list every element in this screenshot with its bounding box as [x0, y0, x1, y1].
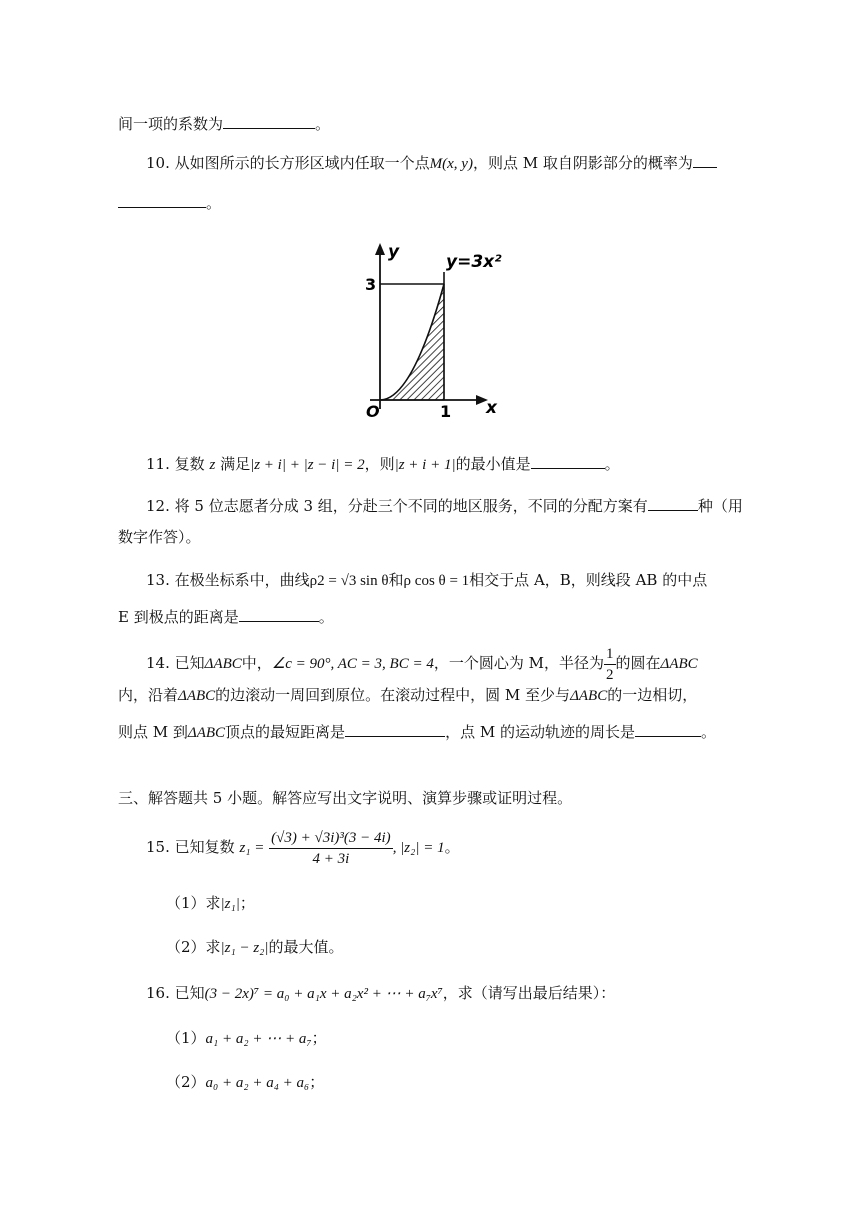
q11-text-b: 满足	[220, 455, 251, 473]
q13-curve2: ρ cos θ = 1	[403, 573, 470, 589]
q14-line3	[118, 721, 716, 743]
q11-end: 。	[604, 455, 620, 473]
q14-line2-a: 内，沿着	[118, 686, 179, 704]
q16-equation: (3 − 2x)⁷ = a₀ + a₁x + a₂x² + ⋯ + a₇x⁷	[204, 986, 443, 1002]
q11-text-a: 复数	[174, 455, 205, 473]
q13-text-d: E 到极点的距离是	[118, 608, 239, 626]
q16-text-a: 已知	[174, 984, 205, 1002]
q12-text-b: 种（用	[697, 497, 743, 515]
question-number: 16.	[146, 984, 170, 1002]
q15-part2-label: （2）求	[166, 938, 221, 956]
question-number: 11.	[146, 455, 170, 473]
section-heading	[118, 788, 572, 808]
question-number: 15.	[146, 838, 170, 856]
q9-tail-text: 间一项的系数为	[118, 115, 224, 133]
q16-line	[146, 983, 615, 1004]
q15-part1-label: （1）求	[166, 894, 221, 912]
answer-blank[interactable]	[635, 721, 701, 737]
answer-blank[interactable]	[345, 721, 445, 737]
fraction-numerator: 1	[604, 644, 616, 665]
radius-fraction	[604, 644, 616, 685]
q15-condition: , |z₂| = 1	[392, 840, 445, 856]
q14-line2	[118, 685, 697, 706]
q14-text-b: 中，	[241, 654, 272, 672]
q14-line2-b: 的边滚动一周回到原位。在滚动过程中，圆 M 至少与	[215, 686, 571, 704]
q15-part1-end: ；	[239, 894, 255, 912]
q10-text-a: 从如图所示的长方形区域内任取一个点	[174, 154, 430, 172]
q15-part1-expr: |z₁|	[220, 896, 240, 912]
q11-line	[146, 453, 620, 475]
q14-triangle: ΔABC	[178, 688, 216, 704]
q14-line3-a: 则点 M 到	[118, 723, 188, 741]
q10-line1	[146, 152, 717, 174]
q15-numerator: (√3) + √3i)³(3 − 4i)	[269, 828, 393, 849]
q16-part2-end: ；	[309, 1073, 325, 1091]
q11-text-d: 的最小值是	[455, 455, 531, 473]
q14-text-c: ，一个圆心为 M，半径为	[433, 654, 604, 672]
q13-line2	[118, 606, 334, 627]
q13-text-b: 和	[388, 571, 404, 589]
q14-triangle: ΔABC	[187, 725, 226, 741]
q15-end: 。	[444, 838, 460, 856]
y-axis-label: y	[388, 242, 400, 262]
q15-z1: z₁ =	[239, 840, 265, 856]
q10-figure	[350, 237, 510, 427]
question-number: 13.	[146, 571, 170, 589]
q14-line1	[146, 643, 698, 685]
q10-point: M(x, y)	[429, 156, 473, 172]
q12-text-a: 将 5 位志愿者分成 3 组，分赴三个不同的地区服务，不同的分配方案有	[174, 497, 648, 515]
q9-tail-end: 。	[315, 115, 331, 133]
q16-text-b: ，求（请写出最后结果）：	[442, 984, 616, 1002]
q16-part2-label: （2）	[166, 1073, 206, 1091]
q10-line2	[118, 192, 221, 213]
q16-part2-expr: a₀ + a₂ + a₄ + a₆	[205, 1075, 310, 1091]
q14-end: 。	[700, 723, 716, 741]
answer-blank[interactable]	[223, 113, 315, 129]
q12-line2	[118, 527, 201, 547]
q14-text-d: 的圆在	[615, 654, 661, 672]
answer-blank[interactable]	[693, 152, 717, 168]
q15-text-a: 已知复数	[174, 838, 235, 856]
q14-line2-c: 的一边相切，	[607, 686, 698, 704]
question-number: 12.	[146, 497, 170, 515]
q12-line1	[146, 495, 743, 516]
section-heading-text: 三、解答题共 5 小题。解答应写出文字说明、演算步骤或证明过程。	[118, 789, 573, 807]
answer-blank[interactable]	[118, 192, 206, 208]
q15-denominator: 4 + 3i	[312, 850, 350, 867]
fraction-denominator: 2	[606, 666, 614, 683]
q13-line1	[146, 570, 707, 591]
q14-triangle: ΔABC	[570, 688, 608, 704]
q13-text-a: 在极坐标系中，曲线	[174, 571, 310, 589]
question-number: 10.	[146, 154, 170, 172]
q11-text-c: ，则	[364, 455, 395, 473]
answer-blank[interactable]	[531, 453, 605, 469]
answer-blank[interactable]	[648, 495, 698, 511]
origin-label: O	[366, 402, 380, 421]
q16-part1	[166, 1028, 327, 1049]
q16-part1-end: ；	[311, 1029, 327, 1047]
q16-part1-expr: a₁ + a₂ + ⋯ + a₇	[205, 1031, 312, 1047]
q15-part2-end: 的最大值。	[268, 938, 344, 956]
q13-end: 。	[318, 608, 334, 626]
q13-curve1: ρ2 = √3 sin θ	[309, 573, 389, 589]
q9-tail	[118, 113, 330, 134]
y-axis-arrow	[375, 243, 385, 255]
q15-line	[146, 825, 460, 870]
q11-condition: |z + i| + |z − i| = 2	[250, 457, 365, 473]
q11-var: z	[209, 457, 216, 473]
tick-3: 3	[365, 275, 377, 294]
q16-part1-label: （1）	[166, 1029, 206, 1047]
q13-text-c: 相交于点 A，B，则线段 AB 的中点	[469, 571, 708, 589]
q16-part2	[166, 1072, 324, 1093]
curve-label: y=3x²	[446, 252, 502, 272]
q15-part1	[166, 893, 255, 914]
answer-blank[interactable]	[239, 606, 319, 622]
q14-triangle: ΔABC	[660, 656, 698, 672]
x-axis-label: x	[486, 398, 497, 418]
q14-text-a: 已知	[174, 654, 205, 672]
q10-end: 。	[206, 194, 222, 212]
q15-part2-expr: |z₁ − z₂|	[220, 940, 269, 956]
q15-fraction	[269, 828, 393, 869]
tick-1: 1	[440, 402, 452, 421]
q14-line3-c: ，点 M 的运动轨迹的周长是	[445, 723, 635, 741]
q11-expr: |z + i + 1|	[394, 457, 456, 473]
q12-text-c: 数字作答）。	[118, 528, 201, 546]
q14-line3-b: 顶点的最短距离是	[225, 723, 346, 741]
q14-condition: ∠c = 90°, AC = 3, BC = 4	[271, 656, 434, 672]
question-number: 14.	[146, 654, 170, 672]
q15-part2	[166, 937, 344, 958]
q14-triangle: ΔABC	[204, 656, 242, 672]
shaded-region	[380, 284, 444, 400]
q10-text-b: ，则点 M 取自阴影部分的概率为	[472, 154, 693, 172]
